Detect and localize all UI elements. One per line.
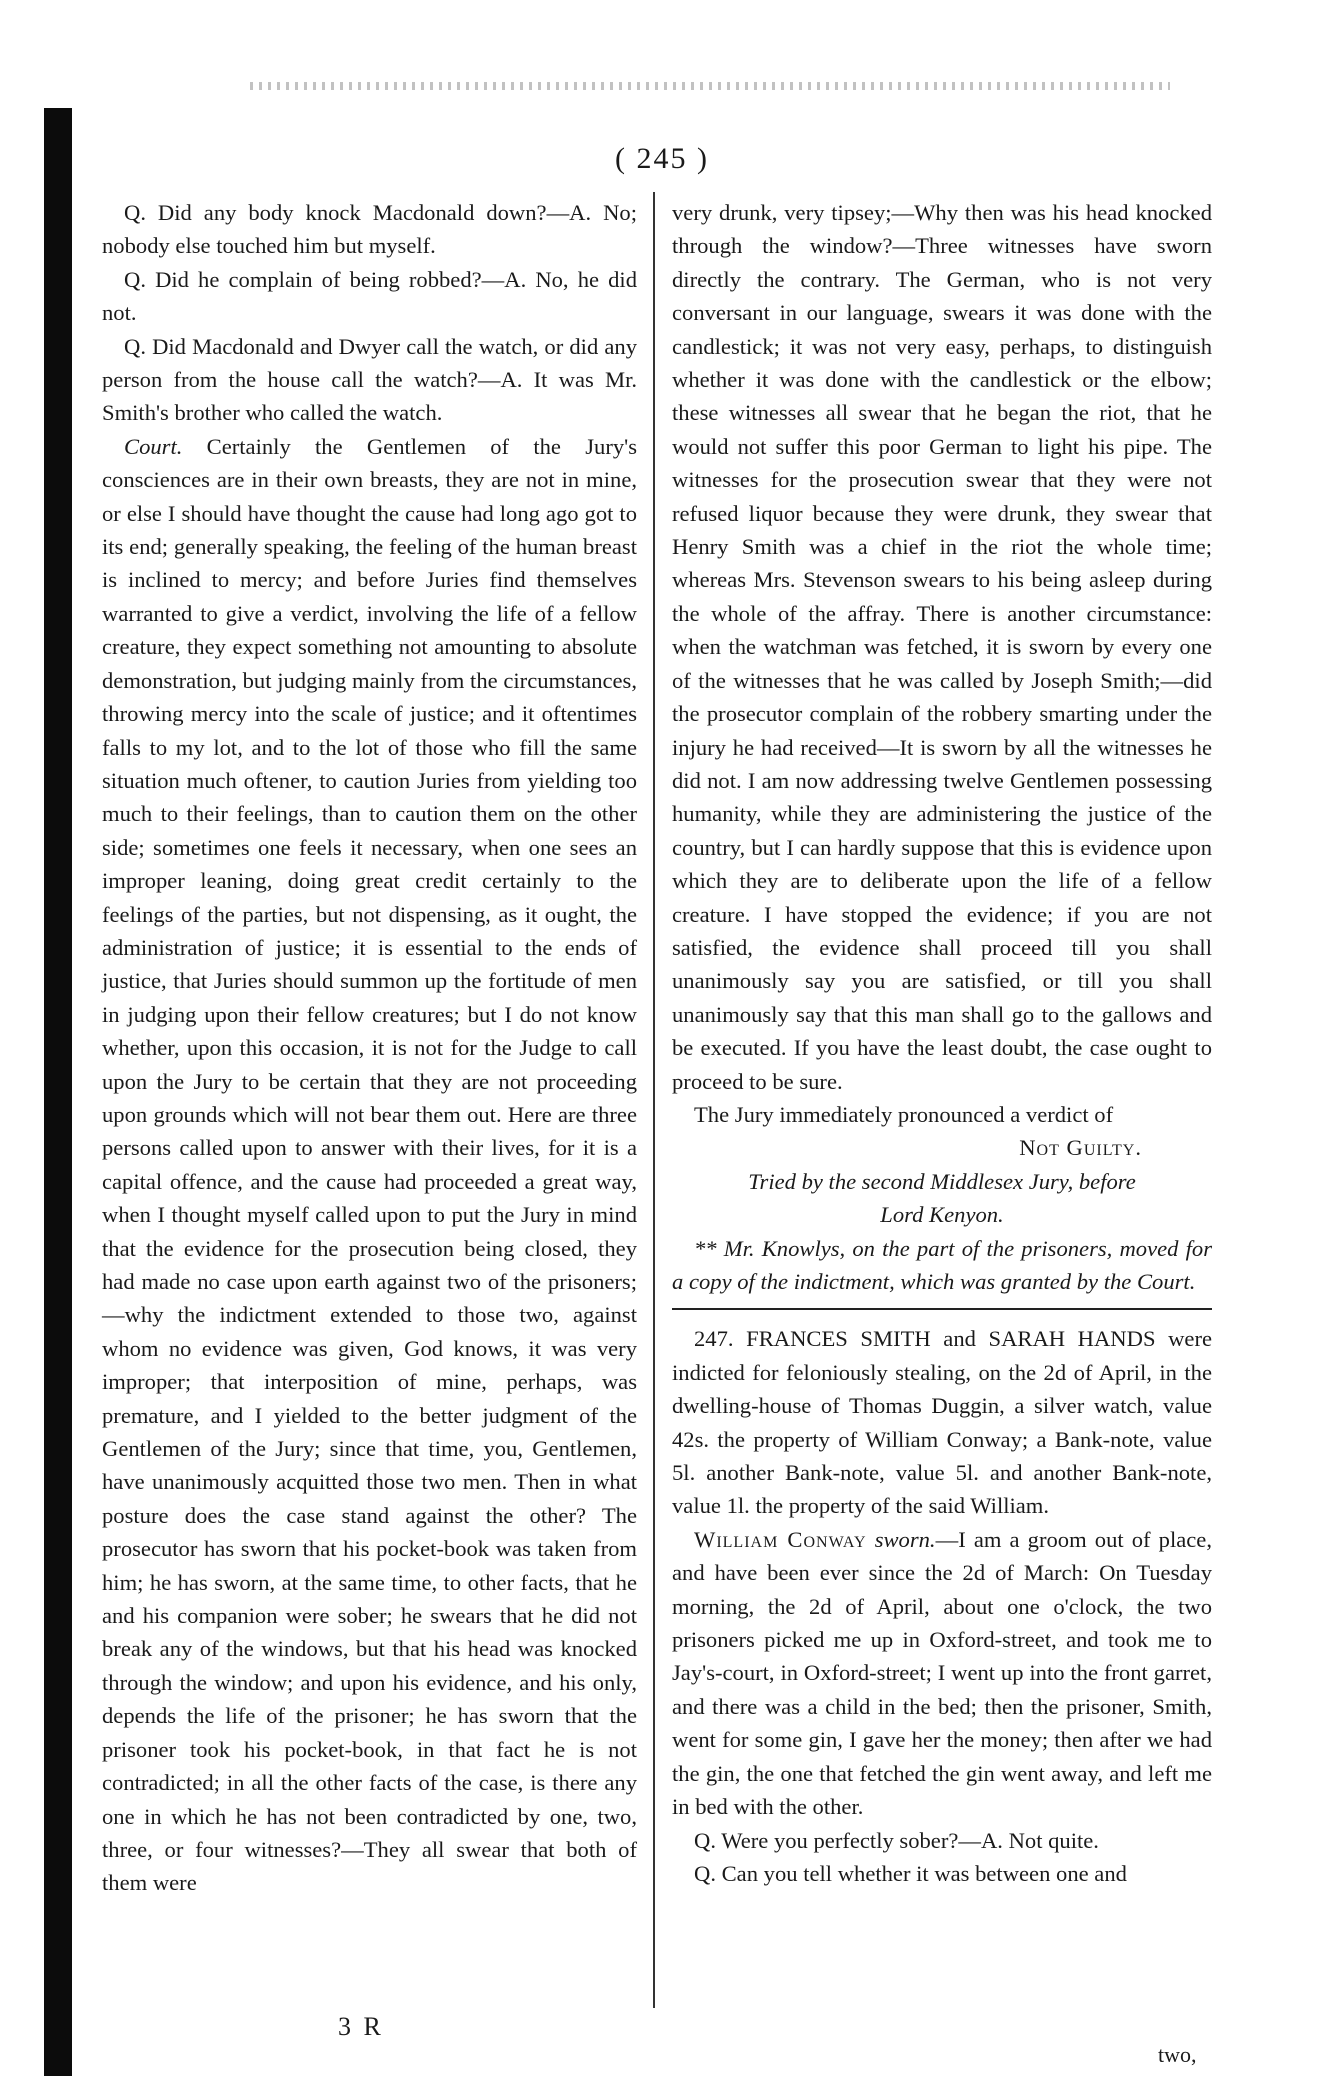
case-heading: 247. FRANCES SMITH and SARAH HANDS were indicted for feloniously stealing, on the 2d of April, in the dwelling-house of Thomas Duggin, a silver watch, value 42s. the property of William Conway; a Bank-note, value 5l. another Bank-note, value 5l. and another Bank-note, value 1l. the property of the said William. <box>672 1326 1212 1519</box>
witness-paragraph <box>672 1523 1212 1824</box>
witness-name: William Conway <box>694 1526 867 1552</box>
column-divider <box>653 192 655 2008</box>
signature-mark: 3 R <box>338 2012 384 2041</box>
qa-paragraph-3: Q. Did Macdonald and Dwyer call the watch, or did any person from the house call the watch?—A. It was Mr. Smith's brother who called the watch. <box>102 333 637 426</box>
page-number: ( 245 ) <box>615 142 709 175</box>
court-speech: Certainly the Gentlemen of the Jury's consciences are in their own breasts, they are not in mine, or else I should have thought the cause had long ago got to its end; generally speaking, the feeling of the human breast is inclined to mercy; and before Juries find themselves warranted to give a verdict, involving the life of a fellow creature, they expect something not amounting to absolute demonstration, but judging mainly from the circumstances, throwing mercy into the scale of justice; and it oftentimes falls to my lot, and to the lot of those who fill the same situation much oftener, to caution Juries from yielding too much to their feelings, than to caution them on the other side; sometimes one feels it necessary, when one sees an improper leaning, doing great credit certainly to the feelings of the parties, but not dispensing, as it ought, the administration of justice; it is essential to the ends of justice, that Juries should summon up the fortitude of men in judging upon their fellow creatures; but I do not know whether, upon this occasion, it is not for the Judge to call upon the Jury to be certain that they are not proceeding upon grounds which will not bear them out. Here are three persons called upon to answer with their lives, for it is a capital offence, and the cause had proceeded a great way, when I thought myself called upon to put the Jury in mind that the evidence for the prosecution being closed, they had made no case upon earth against two of the prisoners;—why the indictment extended to those two, against whom no evidence was given, God knows, it was very improper; that interposition of mine, perhaps, was premature, and I yielded to the better judgment of the Gentlemen of the Jury; since that time, you, Gentlemen, have unanimously acquitted those two men. Then in what posture does the case stand against the other? The prosecutor has sworn that his pocket-book was taken from him; he has sworn, at the same time, to other facts, that he and his companion were sober; he swears that he did not break any of the windows, but that his head was knocked through the window; and upon his evidence, and his only, depends the life of the prisoner; he has sworn that the prisoner took his pocket-book, in that fact he is not contradicted; in all the other facts of the case, is there any one in which he has not been contradicted by one, two, three, or four witnesses?—They all swear that both of them were <box>102 433 637 1896</box>
witness-testimony: —I am a groom out of place, and have been ever since the 2d of March: On Tuesday morning, the 2d of April, about one o'clock, the two prisoners picked me up in Oxford-street, and took me to Jay's-court, in Oxford-street; I went up into the front garret, and there was a child in the bed; then the prisoner, Smith, went for some gin, I gave her the money; then after we had the gin, the one that fetched the gin went away, and left me in bed with the other. <box>672 1526 1212 1820</box>
qa-paragraph-1: Q. Did any body knock Macdonald down?—A. No; nobody else touched him but myself. <box>102 200 637 259</box>
qa-paragraph-4: Q. Were you perfectly sober?—A. Not quite. <box>694 1827 1099 1853</box>
section-rule <box>672 1308 1212 1310</box>
right-column <box>672 196 1212 1890</box>
editorial-note: ** Mr. Knowlys, on the part of the prisoners, moved for a copy of the indictment, which was granted by the Court. <box>672 1235 1212 1294</box>
court-speech-continued: very drunk, very tipsey;—Why then was his head knocked through the window?—Three witnesses have sworn directly the contrary. The German, who is not very conversant in our language, swears it was done with the candlestick; it was not very easy, perhaps, to distinguish whether it was done with the candlestick or the elbow; these witnesses all swear that he began the riot, that he would not suffer this poor German to light his pipe. The witnesses for the prosecution swear that they were not refused liquor because they were drunk, they swear that Henry Smith was a chief in the riot the whole time; whereas Mrs. Stevenson swears to his being asleep during the whole of the affray. There is another circumstance: when the watchman was fetched, it is sworn by every one of the witnesses that he was called by Joseph Smith;—did the prosecutor complain of the robbery smarting under the injury he had received—It is sworn by all the witnesses he did not. I am now addressing twelve Gentlemen possessing humanity, while they are administering the justice of the country, but I can hardly suppose that this is evidence upon which they are to deliberate upon the life of a fellow creature. I have stopped the evidence; if you are not satisfied, the evidence shall proceed till you shall unanimously say you are satisfied, or till you shall unanimously say that this man shall go to the gallows and be executed. If you have the least doubt, the case ought to proceed to be sure. <box>672 200 1212 1094</box>
verdict: Not Guilty. <box>1019 1135 1142 1161</box>
catchword: two, <box>1158 2042 1197 2067</box>
judge-name: Lord Kenyon. <box>880 1202 1004 1228</box>
binding-shadow <box>44 108 72 2076</box>
qa-paragraph-5: Q. Can you tell whether it was between one and <box>694 1860 1127 1886</box>
left-column <box>102 196 637 1900</box>
tried-by-line: Tried by the second Middlesex Jury, before <box>748 1168 1136 1194</box>
qa-paragraph-2: Q. Did he complain of being robbed?—A. No, he did not. <box>102 266 637 326</box>
court-label: Court. <box>124 433 183 459</box>
court-paragraph <box>102 430 637 1900</box>
top-margin-marks <box>250 82 1170 90</box>
verdict-line: The Jury immediately pronounced a verdict of <box>694 1101 1114 1127</box>
witness-sworn: sworn. <box>874 1526 936 1552</box>
